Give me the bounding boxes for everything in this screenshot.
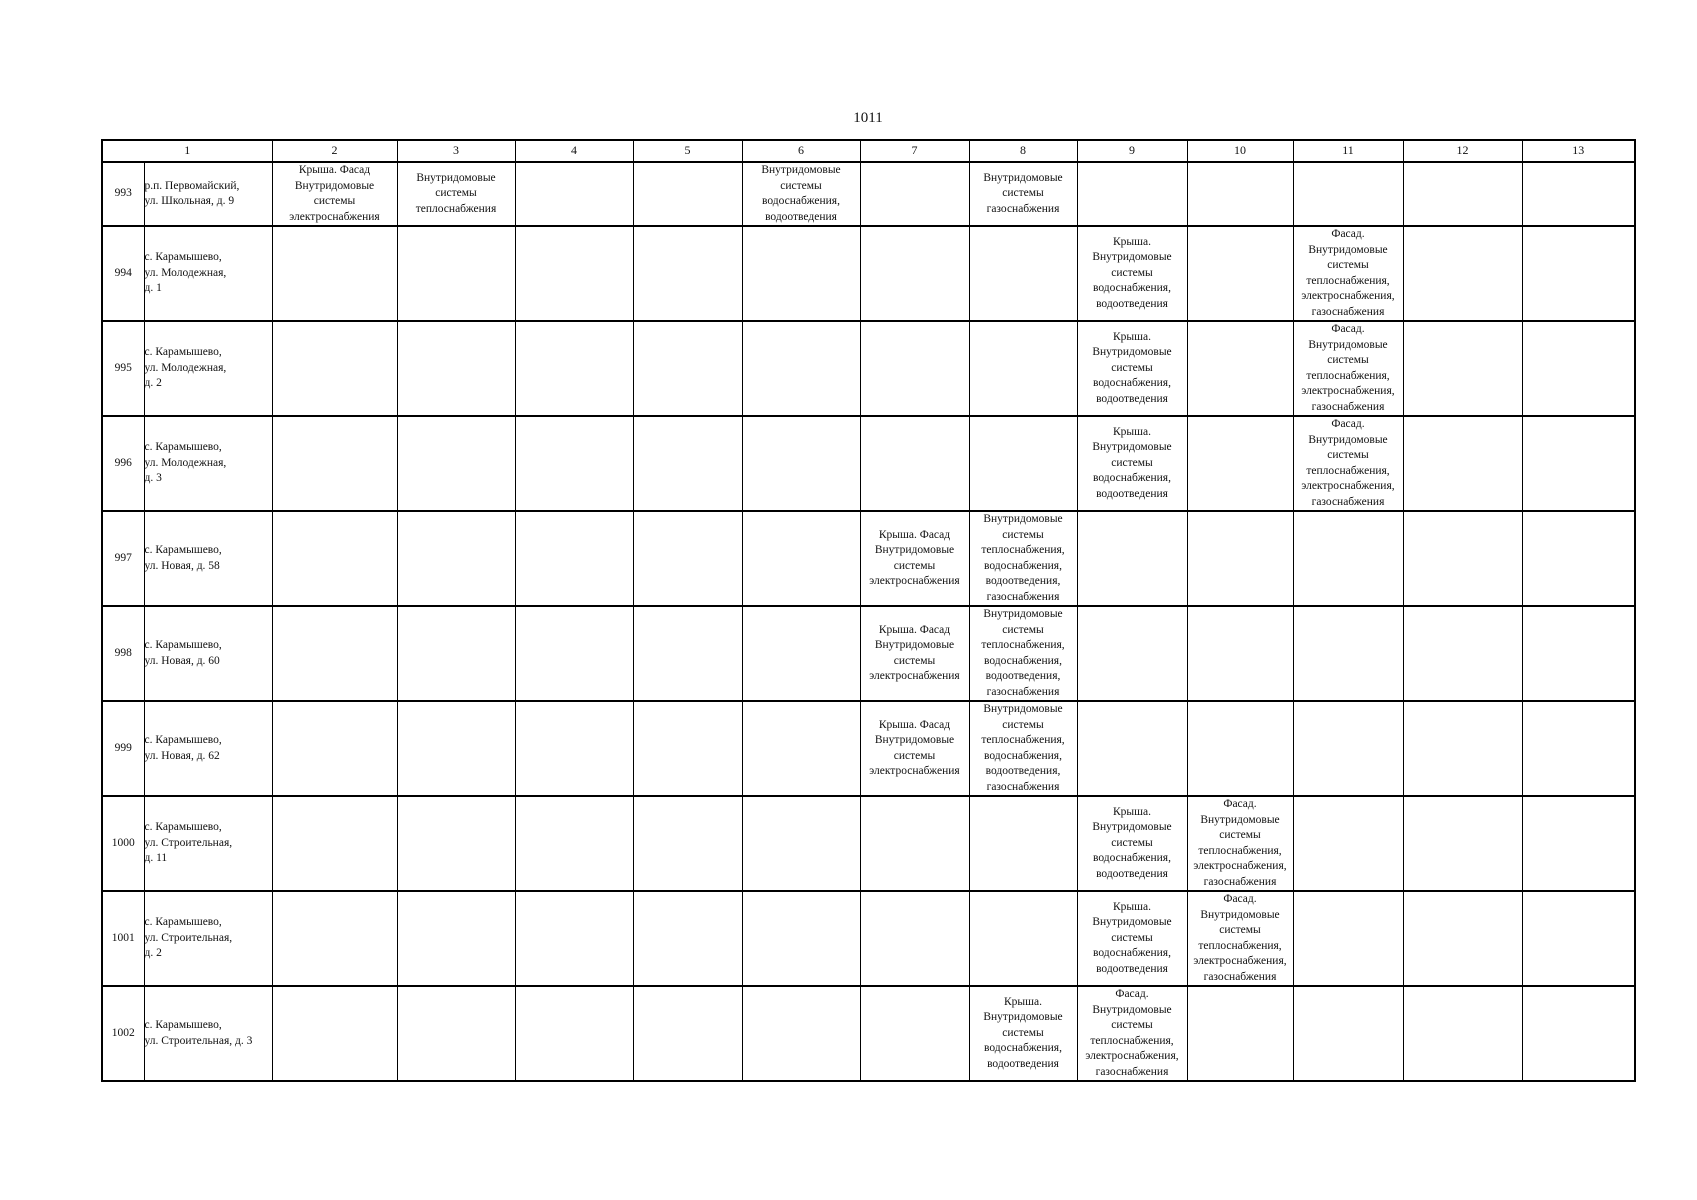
work-cell-col-4 <box>515 796 633 891</box>
works-schedule-table <box>101 139 1636 1082</box>
work-description: Крыша. Фасад Внутридомовые системы электроснабжения <box>869 528 960 587</box>
work-cell-col-6 <box>742 162 860 226</box>
table-header <box>102 140 1635 162</box>
work-cell-col-7 <box>860 226 969 321</box>
work-description: Крыша. Внутридомовые системы водоснабжения, водоотведения <box>1092 235 1172 310</box>
work-description: Фасад. Внутридомовые системы теплоснабжения, электроснабжения, газоснабжения <box>1193 893 1287 983</box>
work-cell-col-13 <box>1522 416 1635 511</box>
column-header-10: 10 <box>1187 140 1293 162</box>
work-cell-col-10 <box>1187 226 1293 321</box>
work-description: Внутридомовые системы теплоснабжения, водоснабжения, водоотведения, газоснабжения <box>981 513 1065 603</box>
work-description: Фасад. Внутридомовые системы теплоснабжения, электроснабжения, газоснабжения <box>1193 798 1287 888</box>
work-description: Внутридомовые системы теплоснабжения, водоснабжения, водоотведения, газоснабжения <box>981 703 1065 793</box>
row-number: 993 <box>102 162 144 226</box>
address-cell: с. Карамышево, ул. Молодежная, д. 1 <box>144 226 272 321</box>
work-cell-col-5 <box>633 416 742 511</box>
work-cell-col-12 <box>1403 891 1522 986</box>
work-cell-col-7 <box>860 321 969 416</box>
work-cell-col-10 <box>1187 162 1293 226</box>
work-cell-col-9 <box>1077 511 1187 606</box>
work-cell-col-11 <box>1293 701 1403 796</box>
work-cell-col-11 <box>1293 416 1403 511</box>
column-header-6: 6 <box>742 140 860 162</box>
work-cell-col-8 <box>969 162 1077 226</box>
address-cell: с. Карамышево, ул. Молодежная, д. 2 <box>144 321 272 416</box>
work-cell-col-3 <box>397 321 515 416</box>
work-description: Крыша. Фасад Внутридомовые системы электроснабжения <box>869 718 960 777</box>
work-cell-col-12 <box>1403 511 1522 606</box>
work-cell-col-11 <box>1293 891 1403 986</box>
work-cell-col-8 <box>969 511 1077 606</box>
work-cell-col-3 <box>397 701 515 796</box>
work-cell-col-4 <box>515 701 633 796</box>
table-row <box>102 986 1635 1081</box>
work-cell-col-12 <box>1403 701 1522 796</box>
work-description: Фасад. Внутридомовые системы теплоснабжения, электроснабжения, газоснабжения <box>1301 228 1395 318</box>
work-cell-col-13 <box>1522 701 1635 796</box>
work-cell-col-3 <box>397 226 515 321</box>
work-cell-col-13 <box>1522 606 1635 701</box>
row-number: 997 <box>102 511 144 606</box>
work-cell-col-3 <box>397 416 515 511</box>
work-cell-col-5 <box>633 701 742 796</box>
work-cell-col-2 <box>272 321 397 416</box>
work-cell-col-12 <box>1403 986 1522 1081</box>
work-cell-col-5 <box>633 511 742 606</box>
work-cell-col-3 <box>397 162 515 226</box>
work-cell-col-8 <box>969 891 1077 986</box>
work-cell-col-6 <box>742 511 860 606</box>
column-header-13: 13 <box>1522 140 1635 162</box>
work-cell-col-7 <box>860 891 969 986</box>
work-cell-col-11 <box>1293 321 1403 416</box>
work-cell-col-2 <box>272 796 397 891</box>
work-cell-col-10 <box>1187 606 1293 701</box>
column-header-8: 8 <box>969 140 1077 162</box>
address-cell: с. Карамышево, ул. Строительная, д. 3 <box>144 986 272 1081</box>
work-cell-col-12 <box>1403 416 1522 511</box>
work-cell-col-12 <box>1403 606 1522 701</box>
work-cell-col-6 <box>742 891 860 986</box>
address-cell: с. Карамышево, ул. Новая, д. 60 <box>144 606 272 701</box>
work-cell-col-12 <box>1403 321 1522 416</box>
row-number: 995 <box>102 321 144 416</box>
work-description: Внутридомовые системы водоснабжения, водоотведения <box>761 164 841 223</box>
work-cell-col-5 <box>633 226 742 321</box>
work-description: Крыша. Внутридомовые системы водоснабжения, водоотведения <box>1092 330 1172 405</box>
row-number: 1001 <box>102 891 144 986</box>
work-cell-col-13 <box>1522 986 1635 1081</box>
work-description: Фасад. Внутридомовые системы теплоснабжения, электроснабжения, газоснабжения <box>1085 988 1179 1078</box>
row-number: 994 <box>102 226 144 321</box>
work-cell-col-7 <box>860 606 969 701</box>
work-cell-col-5 <box>633 891 742 986</box>
work-cell-col-10 <box>1187 891 1293 986</box>
work-cell-col-9 <box>1077 701 1187 796</box>
work-description: Крыша. Внутридомовые системы водоснабжения, водоотведения <box>1092 805 1172 880</box>
work-cell-col-6 <box>742 321 860 416</box>
work-cell-col-7 <box>860 701 969 796</box>
work-cell-col-10 <box>1187 321 1293 416</box>
address-cell: с. Карамышево, ул. Новая, д. 58 <box>144 511 272 606</box>
work-cell-col-9 <box>1077 796 1187 891</box>
work-cell-col-10 <box>1187 986 1293 1081</box>
page-number: 1011 <box>853 110 883 126</box>
work-cell-col-7 <box>860 162 969 226</box>
work-cell-col-8 <box>969 606 1077 701</box>
table-row <box>102 162 1635 226</box>
address-cell: с. Карамышево, ул. Строительная, д. 11 <box>144 796 272 891</box>
column-header-9: 9 <box>1077 140 1187 162</box>
column-header-4: 4 <box>515 140 633 162</box>
work-cell-col-10 <box>1187 701 1293 796</box>
work-cell-col-5 <box>633 162 742 226</box>
work-cell-col-12 <box>1403 162 1522 226</box>
column-header-7: 7 <box>860 140 969 162</box>
column-header-1: 1 <box>102 140 272 162</box>
work-description: Внутридомовые системы теплоснабжения <box>415 171 497 215</box>
address-cell: с. Карамышево, ул. Новая, д. 62 <box>144 701 272 796</box>
work-cell-col-2 <box>272 701 397 796</box>
work-cell-col-3 <box>397 796 515 891</box>
work-cell-col-3 <box>397 891 515 986</box>
work-cell-col-7 <box>860 416 969 511</box>
work-cell-col-3 <box>397 986 515 1081</box>
work-cell-col-8 <box>969 226 1077 321</box>
work-cell-col-2 <box>272 891 397 986</box>
work-cell-col-3 <box>397 606 515 701</box>
work-cell-col-6 <box>742 606 860 701</box>
table-row <box>102 606 1635 701</box>
work-cell-col-4 <box>515 226 633 321</box>
work-description: Крыша. Внутридомовые системы водоснабжения, водоотведения <box>983 995 1063 1070</box>
work-cell-col-11 <box>1293 606 1403 701</box>
work-cell-col-2 <box>272 986 397 1081</box>
work-cell-col-9 <box>1077 986 1187 1081</box>
work-cell-col-8 <box>969 416 1077 511</box>
work-cell-col-9 <box>1077 891 1187 986</box>
work-description: Крыша. Фасад Внутридомовые системы электроснабжения <box>289 164 380 223</box>
work-cell-col-4 <box>515 986 633 1081</box>
work-description: Внутридомовые системы теплоснабжения, водоснабжения, водоотведения, газоснабжения <box>981 608 1065 698</box>
work-cell-col-5 <box>633 606 742 701</box>
work-description: Крыша. Внутридомовые системы водоснабжения, водоотведения <box>1092 900 1172 975</box>
row-number: 998 <box>102 606 144 701</box>
work-cell-col-8 <box>969 701 1077 796</box>
column-header-12: 12 <box>1403 140 1522 162</box>
table-row <box>102 321 1635 416</box>
table-row <box>102 796 1635 891</box>
work-cell-col-6 <box>742 986 860 1081</box>
work-cell-col-2 <box>272 226 397 321</box>
work-cell-col-4 <box>515 321 633 416</box>
column-header-11: 11 <box>1293 140 1403 162</box>
work-cell-col-5 <box>633 796 742 891</box>
work-cell-col-13 <box>1522 511 1635 606</box>
work-cell-col-4 <box>515 162 633 226</box>
work-cell-col-13 <box>1522 162 1635 226</box>
work-cell-col-4 <box>515 416 633 511</box>
work-cell-col-8 <box>969 796 1077 891</box>
column-header-5: 5 <box>633 140 742 162</box>
work-cell-col-9 <box>1077 321 1187 416</box>
work-cell-col-2 <box>272 511 397 606</box>
work-cell-col-11 <box>1293 796 1403 891</box>
work-cell-col-9 <box>1077 162 1187 226</box>
work-cell-col-4 <box>515 511 633 606</box>
work-cell-col-5 <box>633 321 742 416</box>
work-cell-col-13 <box>1522 321 1635 416</box>
row-number: 999 <box>102 701 144 796</box>
work-description: Крыша. Внутридомовые системы водоснабжения, водоотведения <box>1092 425 1172 500</box>
work-cell-col-9 <box>1077 416 1187 511</box>
work-cell-col-6 <box>742 416 860 511</box>
table-row <box>102 226 1635 321</box>
work-cell-col-10 <box>1187 416 1293 511</box>
work-cell-col-2 <box>272 162 397 226</box>
work-cell-col-8 <box>969 986 1077 1081</box>
work-cell-col-7 <box>860 986 969 1081</box>
work-cell-col-9 <box>1077 226 1187 321</box>
work-cell-col-9 <box>1077 606 1187 701</box>
work-cell-col-3 <box>397 511 515 606</box>
work-cell-col-11 <box>1293 511 1403 606</box>
work-cell-col-13 <box>1522 891 1635 986</box>
row-number: 1002 <box>102 986 144 1081</box>
work-cell-col-2 <box>272 416 397 511</box>
work-cell-col-12 <box>1403 796 1522 891</box>
work-cell-col-6 <box>742 226 860 321</box>
work-cell-col-7 <box>860 511 969 606</box>
work-cell-col-4 <box>515 606 633 701</box>
work-cell-col-7 <box>860 796 969 891</box>
work-cell-col-12 <box>1403 226 1522 321</box>
work-cell-col-8 <box>969 321 1077 416</box>
work-cell-col-13 <box>1522 796 1635 891</box>
work-description: Фасад. Внутридомовые системы теплоснабжения, электроснабжения, газоснабжения <box>1301 418 1395 508</box>
row-number: 1000 <box>102 796 144 891</box>
header-row <box>102 140 1635 162</box>
column-header-2: 2 <box>272 140 397 162</box>
work-cell-col-13 <box>1522 226 1635 321</box>
work-description: Внутридомовые системы газоснабжения <box>983 171 1063 215</box>
work-cell-col-6 <box>742 796 860 891</box>
table-body <box>102 162 1635 1081</box>
row-number: 996 <box>102 416 144 511</box>
address-cell: р.п. Первомайский, ул. Школьная, д. 9 <box>144 162 272 226</box>
table-row <box>102 891 1635 986</box>
work-cell-col-5 <box>633 986 742 1081</box>
work-description: Крыша. Фасад Внутридомовые системы электроснабжения <box>869 623 960 682</box>
work-cell-col-10 <box>1187 796 1293 891</box>
work-cell-col-10 <box>1187 511 1293 606</box>
work-cell-col-11 <box>1293 226 1403 321</box>
table-row <box>102 701 1635 796</box>
address-cell: с. Карамышево, ул. Молодежная, д. 3 <box>144 416 272 511</box>
work-cell-col-4 <box>515 891 633 986</box>
work-cell-col-2 <box>272 606 397 701</box>
work-cell-col-6 <box>742 701 860 796</box>
work-description: Фасад. Внутридомовые системы теплоснабжения, электроснабжения, газоснабжения <box>1301 323 1395 413</box>
work-cell-col-11 <box>1293 162 1403 226</box>
table-row <box>102 416 1635 511</box>
address-cell: с. Карамышево, ул. Строительная, д. 2 <box>144 891 272 986</box>
work-cell-col-11 <box>1293 986 1403 1081</box>
column-header-3: 3 <box>397 140 515 162</box>
table-row <box>102 511 1635 606</box>
